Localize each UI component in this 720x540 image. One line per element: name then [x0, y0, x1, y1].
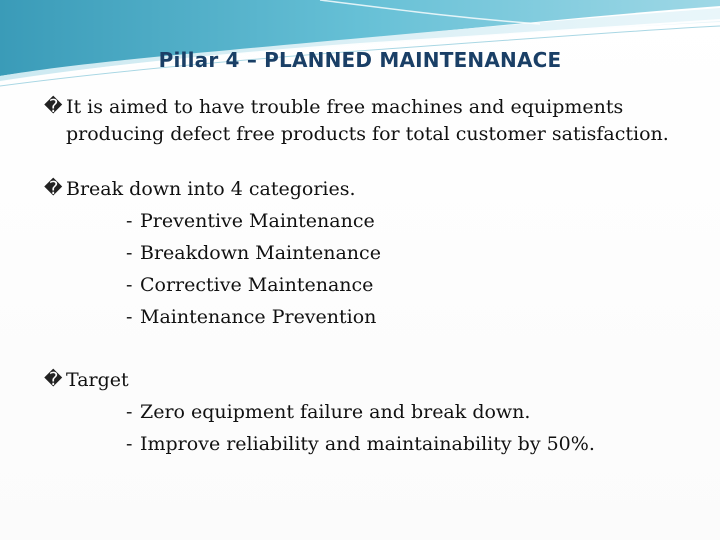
target-list [126, 396, 694, 460]
bullet-aim [44, 94, 694, 148]
list-item-label: Preventive Maintenance [140, 210, 375, 232]
dash-marker: - [126, 433, 133, 455]
list-item-label: Improve reliability and maintainability by 50%. [140, 433, 595, 455]
list-item-label: Breakdown Maintenance [140, 242, 381, 264]
list-item [126, 428, 694, 460]
bullet-marker-icon: � [44, 369, 63, 390]
list-item-label: Corrective Maintenance [140, 274, 374, 296]
list-item-label: Zero equipment failure and break down. [140, 401, 531, 423]
list-item [126, 301, 694, 333]
bullet-text: It is aimed to have trouble free machines and equipments producing defect free products for total customer satisfaction. [66, 96, 669, 145]
list-item [126, 396, 694, 428]
list-item [126, 237, 694, 269]
bullet-marker-icon: � [44, 178, 63, 199]
bullet-marker-icon: � [44, 96, 63, 117]
dash-marker: - [126, 306, 133, 328]
list-item [126, 269, 694, 301]
list-item [126, 205, 694, 237]
dash-marker: - [126, 401, 133, 423]
dash-marker: - [126, 210, 133, 232]
category-list [126, 205, 694, 333]
bullet-target [44, 367, 694, 394]
list-item-label: Maintenance Prevention [140, 306, 377, 328]
slide-title: Pillar 4 – PLANNED MAINTENANACE [158, 48, 562, 72]
bullet-categories [44, 176, 694, 203]
header-wave-decoration [0, 0, 720, 90]
bullet-text: Target [66, 369, 129, 391]
dash-marker: - [126, 274, 133, 296]
bullet-text: Break down into 4 categories. [66, 178, 356, 200]
dash-marker: - [126, 242, 133, 264]
slide-body [44, 94, 694, 460]
